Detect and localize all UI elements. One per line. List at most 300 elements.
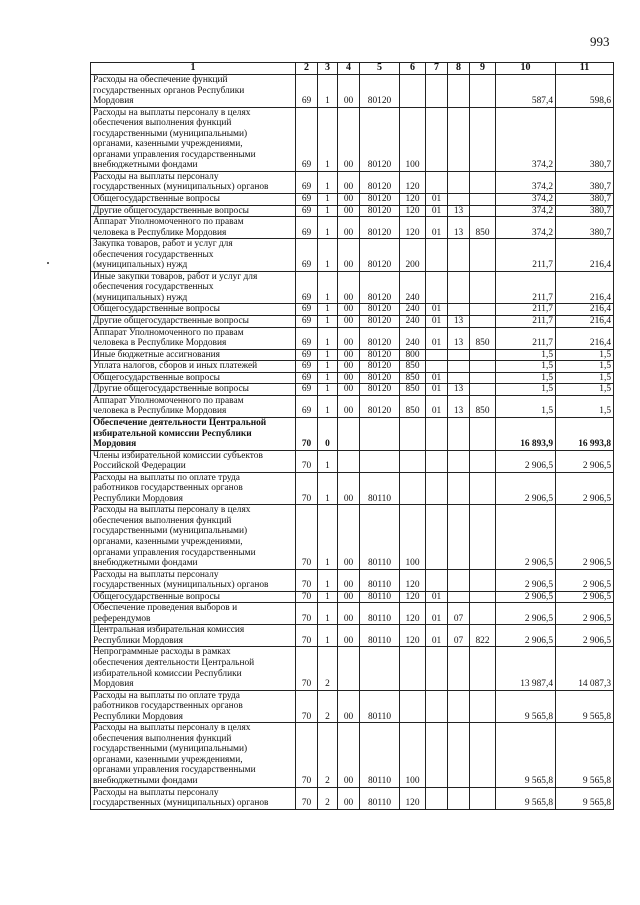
- row-name-line: Иные закупки товаров, работ и услуг для: [93, 271, 258, 282]
- cell-c5: 80110: [360, 690, 400, 723]
- cell-c9: [470, 194, 496, 206]
- row-name-line: Республики Мордовия: [93, 711, 183, 722]
- cell-c7: [426, 361, 448, 373]
- cell-c4: 00: [338, 395, 360, 417]
- cell-c3: 1: [318, 75, 338, 108]
- row-name-line: Аппарат Уполномоченного по правам: [93, 327, 244, 338]
- row-name-cell: [91, 417, 296, 450]
- cell-c10: 2 906,5: [496, 569, 556, 591]
- row-name-line: человека в Республике Мордовия: [93, 406, 227, 417]
- row-name-cell: [91, 395, 296, 417]
- table-row: [91, 239, 614, 272]
- cell-c4: 00: [338, 205, 360, 217]
- cell-c7: [426, 271, 448, 304]
- cell-c4: [338, 417, 360, 450]
- cell-c4: 00: [338, 591, 360, 603]
- cell-c10: 374,2: [496, 107, 556, 171]
- cell-c4: 00: [338, 787, 360, 809]
- row-name-line: государственными (муниципальными): [93, 128, 248, 139]
- cell-c6: 850: [400, 395, 426, 417]
- table-row: [91, 217, 614, 239]
- cell-c7: 01: [426, 304, 448, 316]
- row-name-line: Российской Федерации: [93, 461, 186, 472]
- cell-c4: 00: [338, 625, 360, 647]
- cell-c9: 850: [470, 395, 496, 417]
- cell-c2: 69: [296, 239, 318, 272]
- table-row: [91, 787, 614, 809]
- cell-c2: 70: [296, 723, 318, 787]
- cell-c8: [448, 361, 470, 373]
- column-header: 10: [496, 63, 556, 75]
- cell-c8: 07: [448, 603, 470, 625]
- cell-c7: [426, 569, 448, 591]
- cell-c10: 1,5: [496, 372, 556, 384]
- cell-c11: 2 906,5: [556, 569, 614, 591]
- cell-c11: 1,5: [556, 361, 614, 373]
- cell-c11: 2 906,5: [556, 505, 614, 569]
- cell-c8: 13: [448, 217, 470, 239]
- cell-c6: 120: [400, 603, 426, 625]
- cell-c2: 70: [296, 625, 318, 647]
- cell-c10: 1,5: [496, 349, 556, 361]
- cell-c8: 07: [448, 625, 470, 647]
- cell-c8: [448, 349, 470, 361]
- cell-c2: 70: [296, 472, 318, 505]
- row-name-line: внебюджетными фондами: [93, 160, 198, 171]
- cell-c8: 13: [448, 327, 470, 349]
- cell-c10: 16 893,9: [496, 417, 556, 450]
- cell-c6: 120: [400, 787, 426, 809]
- cell-c11: 380,7: [556, 107, 614, 171]
- cell-c3: 1: [318, 591, 338, 603]
- row-name-line: Общегосударственные вопросы: [93, 194, 220, 205]
- cell-c6: 100: [400, 723, 426, 787]
- cell-c8: [448, 569, 470, 591]
- row-name-line: органами управления государственными: [93, 765, 256, 776]
- cell-c7: [426, 723, 448, 787]
- cell-c10: 374,2: [496, 205, 556, 217]
- cell-c6: [400, 647, 426, 690]
- cell-c4: 00: [338, 723, 360, 787]
- cell-c8: [448, 372, 470, 384]
- cell-c7: 01: [426, 603, 448, 625]
- cell-c3: 2: [318, 723, 338, 787]
- cell-c2: 70: [296, 450, 318, 472]
- budget-table: [90, 62, 614, 810]
- cell-c3: 1: [318, 194, 338, 206]
- cell-c10: 2 906,5: [496, 625, 556, 647]
- cell-c4: 00: [338, 304, 360, 316]
- cell-c2: 69: [296, 171, 318, 193]
- cell-c3: 1: [318, 361, 338, 373]
- cell-c5: 80110: [360, 787, 400, 809]
- cell-c10: 374,2: [496, 194, 556, 206]
- cell-c3: 2: [318, 787, 338, 809]
- row-name-line: Мордовия: [93, 96, 134, 107]
- cell-c6: 120: [400, 205, 426, 217]
- table-row: [91, 271, 614, 304]
- cell-c8: [448, 787, 470, 809]
- cell-c5: 80120: [360, 372, 400, 384]
- cell-c2: 69: [296, 194, 318, 206]
- cell-c4: 00: [338, 327, 360, 349]
- cell-c9: 850: [470, 327, 496, 349]
- cell-c11: 1,5: [556, 384, 614, 396]
- row-name-line: обеспечения государственных: [93, 249, 214, 260]
- cell-c10: 211,7: [496, 304, 556, 316]
- cell-c9: [470, 239, 496, 272]
- cell-c7: [426, 417, 448, 450]
- row-name-line: Общегосударственные вопросы: [93, 304, 220, 315]
- row-name-line: органами, казенными учреждениями,: [93, 754, 243, 765]
- cell-c10: 9 565,8: [496, 723, 556, 787]
- table-row: [91, 395, 614, 417]
- row-name-cell: [91, 787, 296, 809]
- cell-c6: 120: [400, 591, 426, 603]
- cell-c10: 9 565,8: [496, 690, 556, 723]
- row-name-cell: [91, 271, 296, 304]
- cell-c3: 1: [318, 450, 338, 472]
- column-header: 8: [448, 63, 470, 75]
- cell-c6: 100: [400, 107, 426, 171]
- cell-c11: 380,7: [556, 217, 614, 239]
- row-name-line: государственными (муниципальными): [93, 526, 248, 537]
- row-name-cell: [91, 217, 296, 239]
- cell-c11: 9 565,8: [556, 723, 614, 787]
- row-name-line: обеспечения выполнения функций: [93, 118, 232, 129]
- cell-c6: [400, 472, 426, 505]
- table-row: [91, 384, 614, 396]
- cell-c9: [470, 349, 496, 361]
- cell-c4: 00: [338, 569, 360, 591]
- table-row: [91, 505, 614, 569]
- column-header: 7: [426, 63, 448, 75]
- cell-c11: 9 565,8: [556, 690, 614, 723]
- cell-c5: 80110: [360, 625, 400, 647]
- row-name-line: Непрограммные расходы в рамках: [93, 647, 231, 658]
- cell-c2: 69: [296, 205, 318, 217]
- row-name-cell: [91, 205, 296, 217]
- table-row: [91, 327, 614, 349]
- cell-c7: 01: [426, 591, 448, 603]
- cell-c9: [470, 316, 496, 328]
- cell-c9: [470, 787, 496, 809]
- row-name-line: государственных (муниципальных) органов: [93, 580, 269, 591]
- cell-c2: 70: [296, 591, 318, 603]
- cell-c5: 80120: [360, 349, 400, 361]
- cell-c8: [448, 690, 470, 723]
- cell-c6: 120: [400, 217, 426, 239]
- cell-c3: 1: [318, 472, 338, 505]
- row-name-line: Расходы на выплаты персоналу в целях: [93, 107, 251, 118]
- cell-c11: 14 087,3: [556, 647, 614, 690]
- cell-c3: 1: [318, 603, 338, 625]
- cell-c4: 00: [338, 349, 360, 361]
- cell-c11: 216,4: [556, 239, 614, 272]
- table-body: [91, 75, 614, 810]
- cell-c3: 1: [318, 569, 338, 591]
- row-name-line: Иные бюджетные ассигнования: [93, 349, 220, 360]
- row-name-line: (муниципальных) нужд: [93, 292, 188, 303]
- cell-c7: [426, 171, 448, 193]
- row-name-line: Расходы на выплаты по оплате труда: [93, 472, 240, 483]
- table-row: [91, 647, 614, 690]
- cell-c10: 2 906,5: [496, 603, 556, 625]
- row-name-cell: [91, 239, 296, 272]
- table-row: [91, 194, 614, 206]
- row-name-cell: [91, 603, 296, 625]
- cell-c3: 1: [318, 205, 338, 217]
- cell-c9: [470, 171, 496, 193]
- cell-c4: 00: [338, 271, 360, 304]
- cell-c4: 00: [338, 505, 360, 569]
- cell-c11: 216,4: [556, 304, 614, 316]
- cell-c8: [448, 591, 470, 603]
- cell-c2: 70: [296, 505, 318, 569]
- cell-c5: 80120: [360, 395, 400, 417]
- cell-c4: 00: [338, 472, 360, 505]
- cell-c7: 01: [426, 384, 448, 396]
- cell-c8: [448, 647, 470, 690]
- row-name-line: Мордовия: [93, 439, 137, 450]
- cell-c7: 01: [426, 395, 448, 417]
- cell-c7: [426, 349, 448, 361]
- cell-c10: 211,7: [496, 316, 556, 328]
- table-row: [91, 569, 614, 591]
- row-name-line: Расходы на выплаты персоналу: [93, 171, 219, 182]
- row-name-line: Расходы на выплаты по оплате труда: [93, 690, 240, 701]
- cell-c8: [448, 271, 470, 304]
- cell-c8: [448, 171, 470, 193]
- cell-c11: 2 906,5: [556, 625, 614, 647]
- cell-c4: 00: [338, 171, 360, 193]
- cell-c9: [470, 591, 496, 603]
- cell-c2: 69: [296, 304, 318, 316]
- cell-c2: 70: [296, 417, 318, 450]
- cell-c10: 211,7: [496, 239, 556, 272]
- table-row: [91, 450, 614, 472]
- cell-c5: [360, 417, 400, 450]
- cell-c3: 1: [318, 327, 338, 349]
- cell-c4: 00: [338, 384, 360, 396]
- cell-c6: 120: [400, 569, 426, 591]
- cell-c4: 00: [338, 75, 360, 108]
- cell-c10: 211,7: [496, 271, 556, 304]
- row-name-line: Аппарат Уполномоченного по правам: [93, 395, 244, 406]
- cell-c2: 69: [296, 107, 318, 171]
- cell-c6: 240: [400, 327, 426, 349]
- cell-c7: [426, 450, 448, 472]
- cell-c3: 1: [318, 239, 338, 272]
- cell-c3: 1: [318, 625, 338, 647]
- table-row: [91, 603, 614, 625]
- cell-c9: [470, 361, 496, 373]
- row-name-line: органами управления государственными: [93, 547, 256, 558]
- cell-c6: 240: [400, 304, 426, 316]
- cell-c9: 822: [470, 625, 496, 647]
- cell-c5: 80110: [360, 569, 400, 591]
- cell-c7: [426, 647, 448, 690]
- cell-c7: 01: [426, 217, 448, 239]
- cell-c8: [448, 472, 470, 505]
- cell-c9: [470, 505, 496, 569]
- cell-c7: [426, 505, 448, 569]
- row-name-cell: [91, 625, 296, 647]
- cell-c11: 216,4: [556, 316, 614, 328]
- row-name-line: Другие общегосударственные вопросы: [93, 316, 249, 327]
- cell-c9: [470, 690, 496, 723]
- row-name-line: (муниципальных) нужд: [93, 260, 188, 271]
- cell-c4: 00: [338, 372, 360, 384]
- scan-speck: [47, 262, 49, 264]
- cell-c11: 2 906,5: [556, 450, 614, 472]
- row-name-line: Уплата налогов, сборов и иных платежей: [93, 361, 258, 372]
- row-name-line: Обеспечение деятельности Центральной: [93, 417, 267, 428]
- table-row: [91, 361, 614, 373]
- cell-c9: [470, 75, 496, 108]
- cell-c7: [426, 107, 448, 171]
- cell-c11: 2 906,5: [556, 603, 614, 625]
- column-header: 6: [400, 63, 426, 75]
- table-row: [91, 205, 614, 217]
- cell-c11: 16 993,8: [556, 417, 614, 450]
- cell-c7: [426, 75, 448, 108]
- cell-c7: [426, 239, 448, 272]
- row-name-cell: [91, 384, 296, 396]
- column-header: 3: [318, 63, 338, 75]
- row-name-cell: [91, 75, 296, 108]
- cell-c5: [360, 647, 400, 690]
- row-name-line: Закупка товаров, работ и услуг для: [93, 239, 233, 250]
- row-name-cell: [91, 372, 296, 384]
- cell-c11: 1,5: [556, 372, 614, 384]
- cell-c6: 120: [400, 625, 426, 647]
- cell-c9: [470, 723, 496, 787]
- cell-c4: [338, 647, 360, 690]
- cell-c5: 80120: [360, 384, 400, 396]
- cell-c6: 120: [400, 194, 426, 206]
- row-name-line: Общегосударственные вопросы: [93, 591, 220, 602]
- row-name-cell: [91, 505, 296, 569]
- cell-c9: [470, 384, 496, 396]
- cell-c10: 2 906,5: [496, 505, 556, 569]
- cell-c11: 1,5: [556, 349, 614, 361]
- cell-c7: 01: [426, 205, 448, 217]
- cell-c9: [470, 417, 496, 450]
- cell-c9: [470, 603, 496, 625]
- cell-c2: 69: [296, 384, 318, 396]
- cell-c3: 1: [318, 304, 338, 316]
- cell-c7: 01: [426, 327, 448, 349]
- row-name-line: избирательной комиссии Республики: [93, 668, 242, 679]
- cell-c9: [470, 205, 496, 217]
- cell-c6: 120: [400, 171, 426, 193]
- cell-c9: 850: [470, 217, 496, 239]
- cell-c10: 9 565,8: [496, 787, 556, 809]
- cell-c2: 69: [296, 271, 318, 304]
- table-row: [91, 316, 614, 328]
- cell-c9: [470, 647, 496, 690]
- cell-c6: 240: [400, 271, 426, 304]
- row-name-line: Центральная избирательная комиссия: [93, 625, 245, 636]
- column-header: 5: [360, 63, 400, 75]
- cell-c2: 70: [296, 603, 318, 625]
- row-name-cell: [91, 107, 296, 171]
- row-name-line: Расходы на выплаты персоналу: [93, 787, 219, 798]
- cell-c10: 1,5: [496, 361, 556, 373]
- row-name-line: обеспечения государственных: [93, 282, 214, 293]
- cell-c11: 216,4: [556, 271, 614, 304]
- row-name-cell: [91, 723, 296, 787]
- cell-c6: [400, 690, 426, 723]
- cell-c8: 13: [448, 395, 470, 417]
- cell-c11: 1,5: [556, 395, 614, 417]
- row-name-line: обеспечения выполнения функций: [93, 733, 232, 744]
- table-row: [91, 723, 614, 787]
- column-header: 2: [296, 63, 318, 75]
- row-name-cell: [91, 327, 296, 349]
- cell-c5: 80120: [360, 316, 400, 328]
- cell-c8: [448, 417, 470, 450]
- cell-c4: 00: [338, 217, 360, 239]
- cell-c11: 216,4: [556, 327, 614, 349]
- row-name-cell: [91, 472, 296, 505]
- row-name-line: Расходы на выплаты персоналу в целях: [93, 723, 251, 734]
- cell-c5: 80120: [360, 304, 400, 316]
- cell-c9: [470, 107, 496, 171]
- table-row: [91, 349, 614, 361]
- row-name-line: органами, казенными учреждениями,: [93, 139, 243, 150]
- row-name-cell: [91, 647, 296, 690]
- cell-c8: 13: [448, 205, 470, 217]
- cell-c3: 2: [318, 690, 338, 723]
- cell-c5: 80120: [360, 75, 400, 108]
- cell-c8: [448, 304, 470, 316]
- cell-c9: [470, 450, 496, 472]
- row-name-cell: [91, 591, 296, 603]
- cell-c11: 380,7: [556, 194, 614, 206]
- cell-c5: 80110: [360, 591, 400, 603]
- row-name-cell: [91, 569, 296, 591]
- cell-c4: 00: [338, 239, 360, 272]
- row-name-line: Аппарат Уполномоченного по правам: [93, 217, 244, 228]
- cell-c11: 380,7: [556, 205, 614, 217]
- row-name-line: референдумов: [93, 613, 151, 624]
- cell-c8: [448, 75, 470, 108]
- cell-c4: 00: [338, 194, 360, 206]
- cell-c5: 80120: [360, 217, 400, 239]
- cell-c11: 2 906,5: [556, 472, 614, 505]
- cell-c2: 70: [296, 647, 318, 690]
- cell-c3: 1: [318, 372, 338, 384]
- column-header: 9: [470, 63, 496, 75]
- cell-c5: 80110: [360, 472, 400, 505]
- cell-c8: [448, 194, 470, 206]
- cell-c7: 01: [426, 194, 448, 206]
- row-name-line: Республики Мордовия: [93, 493, 183, 504]
- cell-c2: 70: [296, 787, 318, 809]
- cell-c11: 2 906,5: [556, 591, 614, 603]
- cell-c5: 80110: [360, 505, 400, 569]
- cell-c10: 211,7: [496, 327, 556, 349]
- cell-c2: 69: [296, 316, 318, 328]
- cell-c3: 1: [318, 171, 338, 193]
- cell-c5: 80120: [360, 171, 400, 193]
- cell-c2: 69: [296, 327, 318, 349]
- cell-c3: 1: [318, 395, 338, 417]
- row-name-line: человека в Республике Мордовия: [93, 338, 227, 349]
- cell-c5: 80120: [360, 107, 400, 171]
